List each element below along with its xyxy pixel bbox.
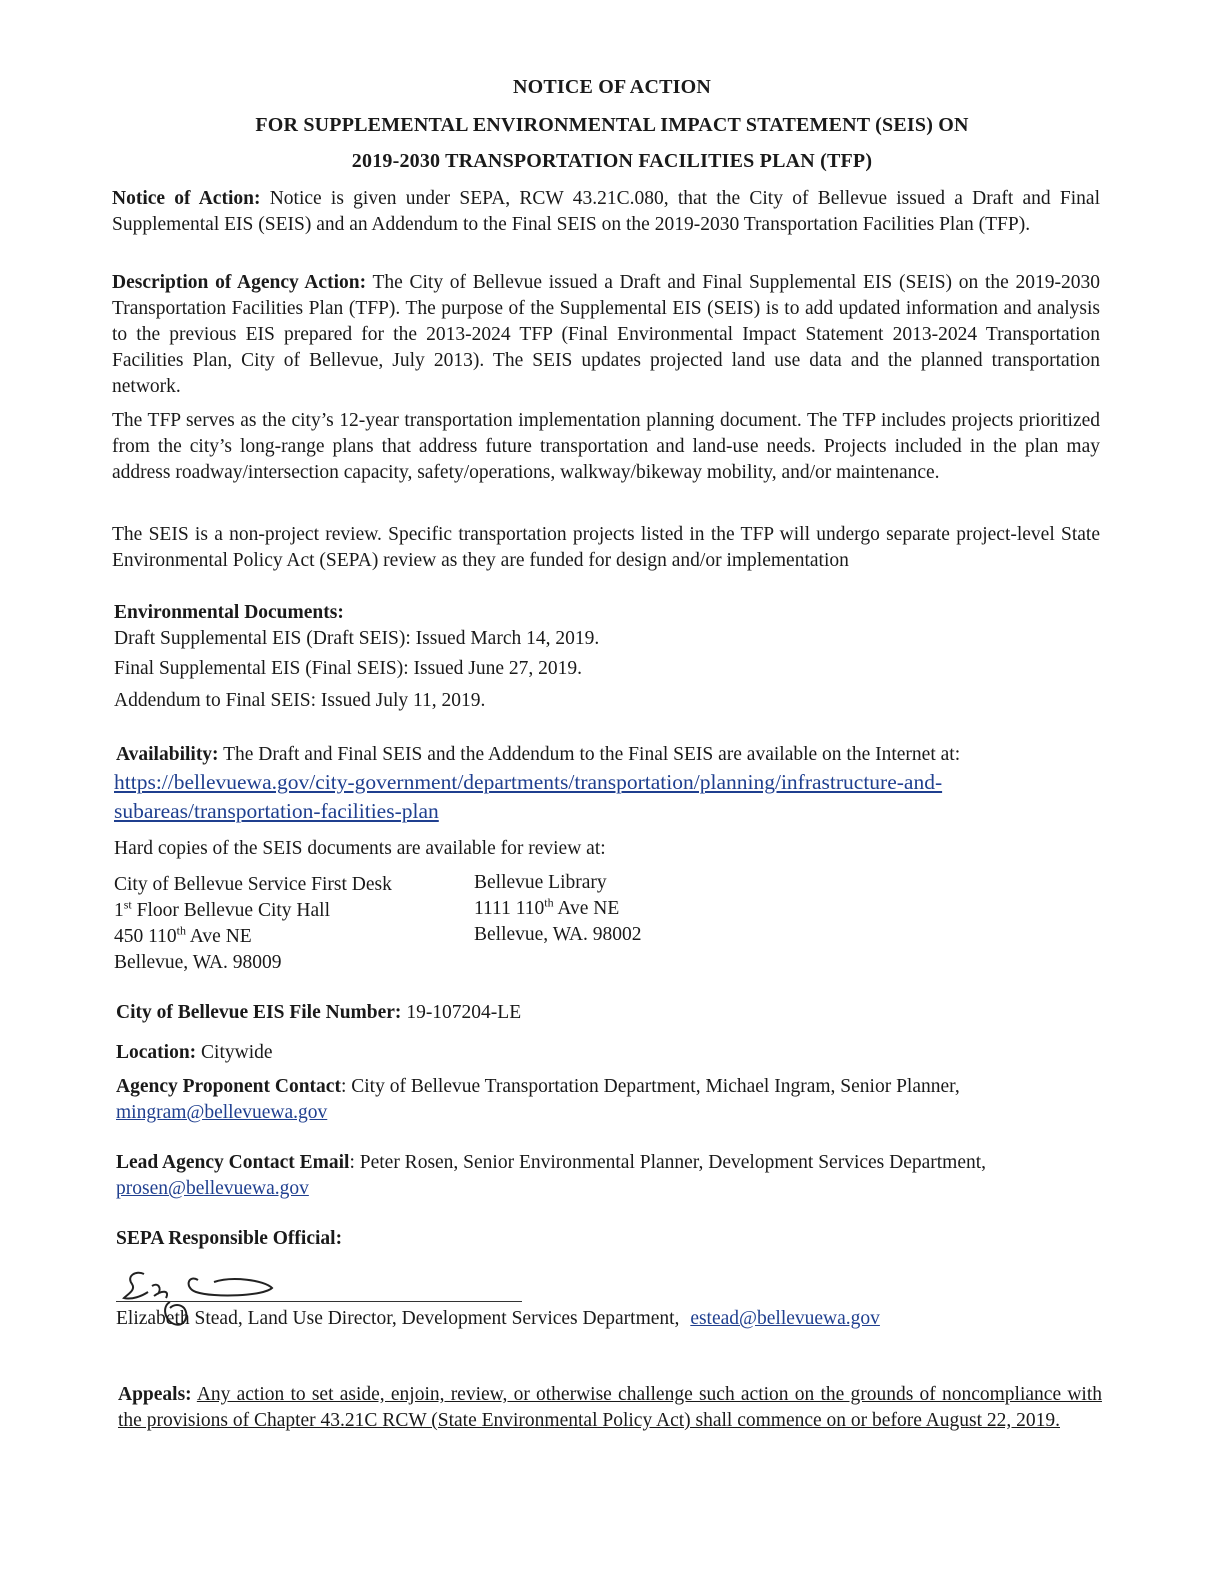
official-label: SEPA Responsible Official: [116,1228,343,1249]
proponent-label: Agency Proponent Contact [116,1076,341,1097]
appeals-label: Appeals: [118,1384,192,1405]
hard-copies-text: Hard copies of the SEIS documents are available for review at: [114,838,606,859]
signature-line [116,1301,522,1302]
address-left-line-4: Bellevue, WA. 98009 [114,952,282,973]
address-library [474,870,642,948]
lead-agency-email-line[interactable] [116,1176,309,1202]
official-name-line [116,1306,880,1332]
location-value: Citywide [201,1042,273,1063]
title-line-2: FOR SUPPLEMENTAL ENVIRONMENTAL IMPACT STATEMENT (SEIS) ON [255,114,969,136]
availability-url-link-part-2[interactable]: subareas/transportation-facilities-plan [114,799,439,823]
notice-text: Notice is given under SEPA, RCW 43.21C.080, that the City of Bellevue issued a Draft and Final Supplemental EIS (SEIS) and an Addendum to the Final SEIS on the 2019-2030 Transportation Facilities Plan (TFP). [112,188,1100,235]
seis-paragraph: The SEIS is a non-project review. Specific transportation projects listed in the TFP will undergo separate project-level State Environmental Policy Act (SEPA) review as they are funded for design and/or implementation [112,524,1100,571]
documents-heading [114,600,344,626]
file-number-value: 19-107204-LE [406,1002,522,1023]
title-line-3: 2019-2030 TRANSPORTATION FACILITIES PLAN (TFP) [351,150,873,172]
lead-agency-text: : Peter Rosen, Senior Environmental Planner, Development Services Department, [349,1152,987,1173]
appeals-paragraph [118,1382,1102,1434]
tfp-paragraph: The TFP serves as the city’s 12-year transportation implementation planning document. The TFP includes projects prioritized from the city’s long-range plans that address future transportation and land-use needs. Projects included in the plan may address roadway/intersection capacity, safety/operations, walkway/bikeway mobility, and/or maintenance. [112,410,1100,483]
document-item-addendum: Addendum to Final SEIS: Issued July 11, 2019. [114,690,486,711]
address-left-line-1: City of Bellevue Service First Desk [114,874,392,895]
address-city-hall [114,872,392,976]
documents-label: Environmental Documents: [114,602,344,623]
proponent-text: : City of Bellevue Transportation Department, Michael Ingram, Senior Planner, [340,1076,960,1097]
file-number-label: City of Bellevue EIS File Number: [116,1002,402,1023]
lead-agency-label: Lead Agency Contact Email [116,1152,350,1173]
description-label: Description of Agency Action: [112,272,367,293]
description-text: The City of Bellevue issued a Draft and Final Supplemental EIS (SEIS) on the 2019-2030 Transportation Facilities Plan (TFP). The purpose of the Supplemental EIS (SEIS) is to add updated information and analysis to the previous EIS prepared for the 2013-2024 TFP (Final Environmental Impact Statement 2013-2024 Transportation Facilities Plan, City of Bellevue, July 2013). The SEIS updates projected land use data and the planned transportation network. [112,272,1100,397]
location-line [116,1040,273,1066]
address-right-line-2: 1111 110th Ave NE [474,895,620,919]
document-item-final: Final Supplemental EIS (Final SEIS): Issued June 27, 2019. [114,658,582,679]
lead-agency-email-link[interactable]: prosen@bellevuewa.gov [116,1178,309,1199]
notice-of-action-paragraph [112,186,1100,238]
proponent-email-link[interactable]: mingram@bellevuewa.gov [116,1102,328,1123]
official-name: Elizabeth Stead, Land Use Director, Development Services Department, [116,1308,680,1329]
appeals-text: Any action to set aside, enjoin, review, or otherwise challenge such action on the grounds of noncompliance with the provisions of Chapter 43.21C RCW (State Environmental Policy Act) shall commence on or before August 22, 2019. [118,1384,1102,1431]
address-right-line-1: Bellevue Library [474,872,607,893]
official-email-link[interactable]: estead@bellevuewa.gov [690,1308,880,1329]
notice-label: Notice of Action: [112,188,261,209]
availability-label: Availability: [116,744,219,765]
availability-url-line-1[interactable] [114,768,942,797]
official-heading [116,1226,342,1252]
availability-line [116,742,960,768]
document-item-draft: Draft Supplemental EIS (Draft SEIS): Issued March 14, 2019. [114,628,600,649]
file-number-line [116,1000,521,1026]
availability-url-link-part-1[interactable]: https://bellevuewa.gov/city-government/departments/transportation/planning/infrastructure-and- [114,770,943,794]
description-paragraph [112,270,1100,400]
availability-url-line-2[interactable] [114,797,439,826]
location-label: Location: [116,1042,197,1063]
proponent-email-line[interactable] [116,1100,327,1126]
lead-agency-line [116,1150,986,1176]
address-right-line-3: Bellevue, WA. 98002 [474,924,642,945]
availability-text: The Draft and Final SEIS and the Addendum to the Final SEIS are available on the Internet at: [223,744,961,765]
address-left-line-2: 1st Floor Bellevue City Hall [114,897,330,921]
address-left-line-3: 450 110th Ave NE [114,923,252,947]
proponent-line [116,1074,960,1100]
title-line-1: NOTICE OF ACTION [512,76,712,98]
